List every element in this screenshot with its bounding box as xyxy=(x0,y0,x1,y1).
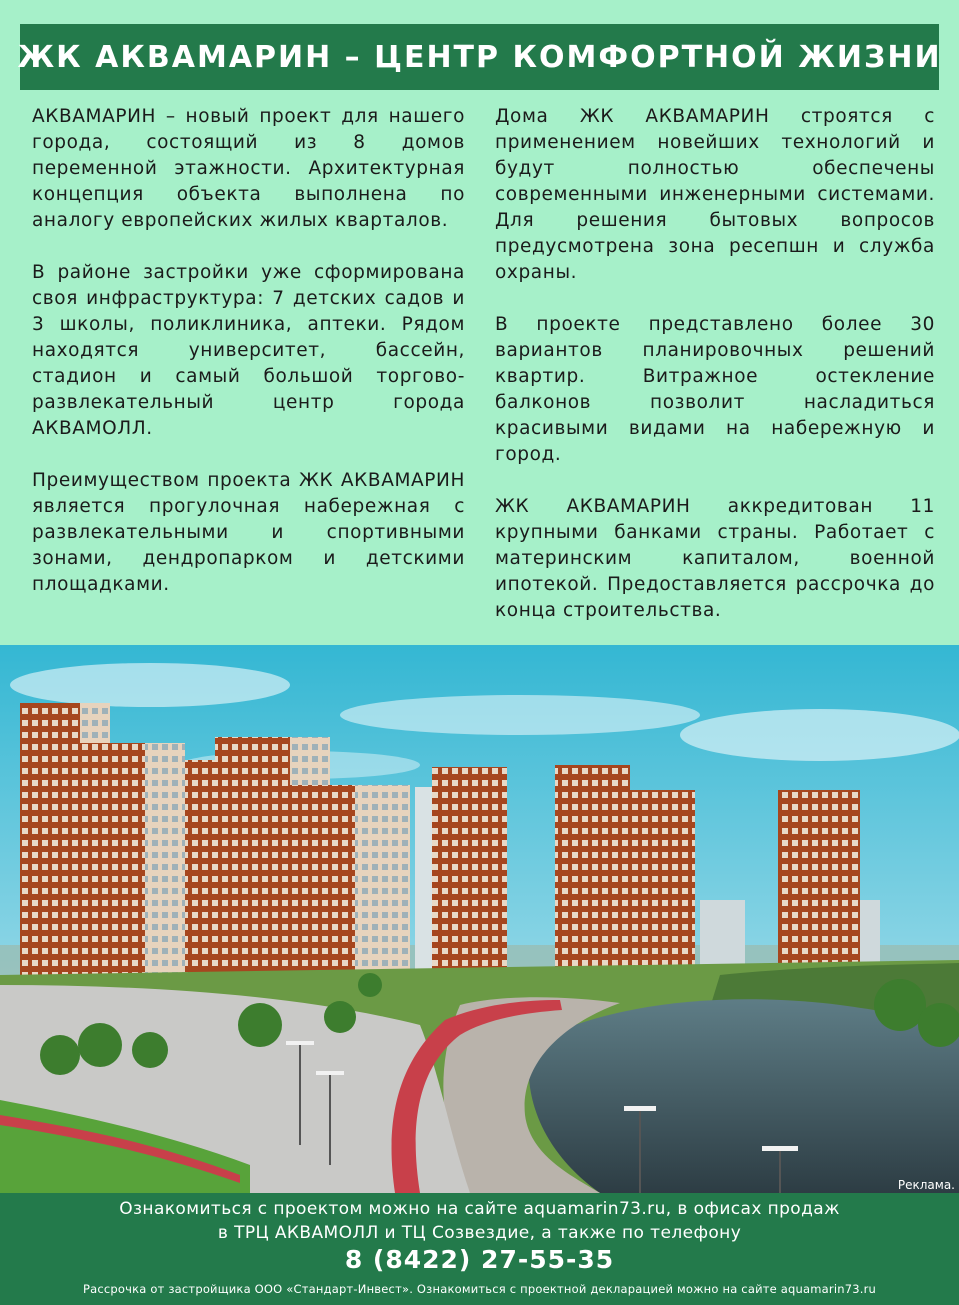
paragraph-banks: ЖК АКВАМАРИН аккредитован 11 крупными банками страны. Работает с материнским капиталом, военной ипотекой. Предоставляется рассрочка до конца строительства. xyxy=(495,496,935,621)
legal-disclaimer: Рассрочка от застройщика ООО «Стандарт-Инвест». Ознакомиться с проектной декларацией можно на сайте aquamarin73.ru xyxy=(82,1282,877,1296)
description-area xyxy=(0,92,959,645)
right-column xyxy=(495,104,935,650)
footer xyxy=(0,1193,959,1305)
title-banner xyxy=(17,24,942,90)
footer-info-line-2: в ТРЦ АКВАМОЛЛ и ТЦ Созвездие, а также по телефону xyxy=(217,1223,742,1243)
rendering-illustration xyxy=(0,645,959,1193)
advertisement-badge: Реклама. xyxy=(897,1178,955,1192)
header xyxy=(0,0,959,92)
footer-info-line-1: Ознакомиться с проектом можно на сайте aquamarin73.ru, в офисах продаж xyxy=(119,1199,840,1219)
paragraph-infrastructure: В районе застройки уже сформирована своя инфраструктура: 7 детских садов и 3 школы, поликлиника, аптеки. Рядом находятся университет, бассейн, стадион и самый большой торгово-развлекательный центр города АКВАМОЛЛ. xyxy=(32,262,465,439)
left-column xyxy=(32,104,465,624)
page-title: ЖК АКВАМАРИН – ЦЕНТР КОМФОРТНОЙ ЖИЗНИ xyxy=(17,39,942,75)
paragraph-embankment: Преимуществом проекта ЖК АКВАМАРИН является прогулочная набережная с развлекательными и спортивными зонами, дендропарком и детскими площадками. xyxy=(32,470,465,595)
paragraph-technology: Дома ЖК АКВАМАРИН строятся с применением новейших технологий и будут полностью обеспечены современными инженерными системами. Для решения бытовых вопросов предусмотрена зона ресепшн и служба охраны. xyxy=(495,106,935,283)
complex-rendering-image xyxy=(0,645,959,1193)
phone-number: 8 (8422) 27-55-35 xyxy=(344,1245,615,1274)
paragraph-project: АКВАМАРИН – новый проект для нашего города, состоящий из 8 домов переменной этажности. Архитектурная концепция объекта выполнена по аналогу европейских жилых кварталов. xyxy=(32,106,465,231)
paragraph-layouts: В проекте представлено более 30 вариантов планировочных решений квартир. Витражное остекление балконов позволит насладиться красивыми видами на набережную и город. xyxy=(495,314,935,465)
